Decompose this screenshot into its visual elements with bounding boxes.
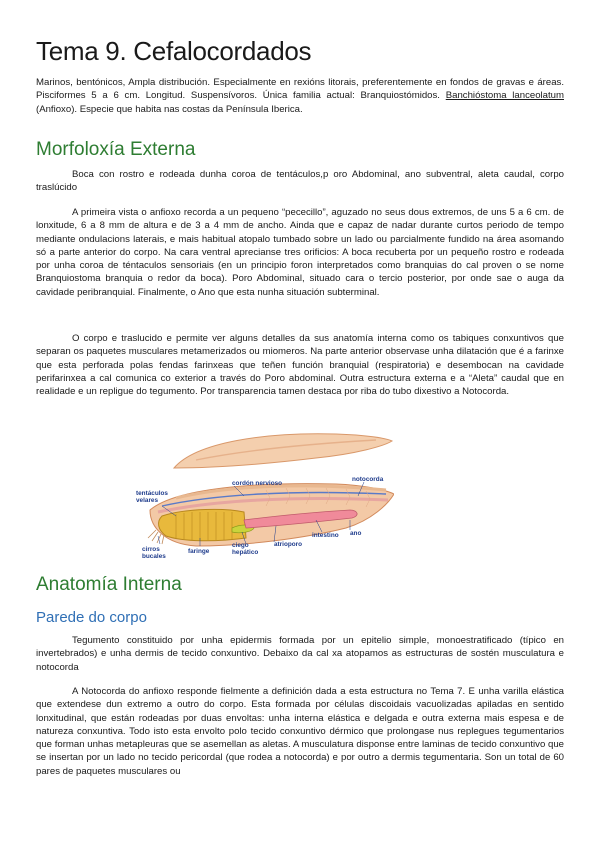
morph-paragraph-3: O corpo e traslucido e permite ver alguns detalles da sus anatomía interna como os tabiques conxuntivos que separan os paquetes musculares metamerizados ou miomeros. Na parte anterior observase unha dilatación que é a farinxe que esta perforada polas fendas farinxeas que teñen función branquial (respiratoria) e desembocan na cavidade perifarinxea a cal comunica co exterior a través do Poro abdominal. Outra estructura externa e a “Aleta” caudal que en realidade e un repligue do tegumento. Por transparencia tamen destaca por riba do tubo dixestivo a Notocorda.: [36, 333, 564, 398]
intro-paragraph: [36, 76, 564, 116]
label-cirros-bucales: cirros bucales: [142, 546, 166, 561]
label-faringe: faringe: [188, 548, 210, 555]
label-notocorda: notocorda: [352, 476, 384, 483]
amphioxus-figure: [136, 424, 394, 564]
morph-paragraph-2: A primeira vista o anfioxo recorda a un pequeno “pececillo”, aguzado no seus dous extremos, de uns 5 a 6 cm. de lonxitude, 6 a 8 mm de altura e de 3 a 4 mm de ancho. Ainda que e capaz de nadar durante curtos periodo de tempo mediante ondulacions laterais, e mais habitual atopalo tumbado sobre un lado ou parcialmente fundido na área asomando só a parte anterior do corpo. Na cara ventral aprecianse tres orificios: A boca recuberta por un pequeño rostro e rodeada por unha coroa de téntaculos sensoriais (en un principio foron interpretados como branquias do cal proven o se nome Branquiostoma branquia o redor da boca). Poro Abdominal, situado cara o tercio posterior, por onde sae o auga da cavidade peribranquial. Finalmente, o Ano que esta nunha situación subterminal.: [36, 207, 564, 298]
intro-text: Marinos, bentónicos, Ampla distribución. Especialmente en rexións litorais, preferentemente en fondos de gravas e áreas. Pisciformes 5 a 6 cm. Longitud. Suspensívoros. Única familia actual: Branquiostómidos.: [36, 77, 564, 102]
amphioxus-illustration: [136, 424, 394, 564]
label-cordon-nervioso: cordón nervioso: [232, 480, 283, 487]
section-heading-morfoloxia: Morfoloxía Externa: [36, 139, 196, 160]
label-atrioporo: atrioporo: [274, 541, 303, 548]
pharynx: [159, 509, 246, 540]
anat-paragraph-1: Tegumento constituido por unha epidermis formada por un epitelio simple, monoestratificado (típico en invertebrados) e unha dermis de tecido conxuntivo. Debaixo da cal xa atopamos as estructuras de sostén musculatura e notocorda: [36, 635, 564, 673]
anat-paragraph-2: A Notocorda do anfioxo responde fielmente a definición dada a esta estructura no Tema 7. E unha varilla elástica que extendese dun extremo a outro do corpo. Esta formada por células discoidais vacuolizadas apiladas en sentido lonxitudinal, que están rodeadas por duas envoltas: unha interna elástica e delgada e outra externa mais espesa e de natureza conxuntiva. Todo isto esta envolto polo tecido conxuntivo dérmico que prolongase nus replegues tegumentarios que forman unhas metapleuras que se asemellan as aletas. A musculatura disponse entre laminas de tecido conxuntivo que se insertan por un lado no tecido pericordal (que rodea a notocorda) e por outro a dermis tegumentaria. Son un total de 60 pares de paquetes musculares ou: [36, 686, 564, 777]
morph-paragraph-1: Boca con rostro e rodeada dunha coroa de tentáculos,p oro Abdominal, ano subventral, aleta caudal, corpo traslúcido: [36, 169, 564, 194]
page-title: Tema 9. Cefalocordados: [36, 36, 312, 66]
species-name: Banchióstoma lanceolatum: [445, 90, 564, 102]
subsection-heading-parede: Parede do corpo: [36, 609, 147, 626]
label-tentaculos-velares: tentáculos velares: [136, 490, 168, 505]
label-intestino: intestino: [312, 532, 339, 539]
section-heading-anatomia: Anatomía Interna: [36, 574, 182, 595]
label-ano: ano: [350, 530, 362, 537]
label-ciego-hepatico: ciego hepático: [232, 542, 259, 557]
intro-text-rest: (Anfioxo). Especie que habita nas costas da Península Iberica.: [36, 103, 303, 115]
amphioxus-external-body: [174, 434, 392, 468]
